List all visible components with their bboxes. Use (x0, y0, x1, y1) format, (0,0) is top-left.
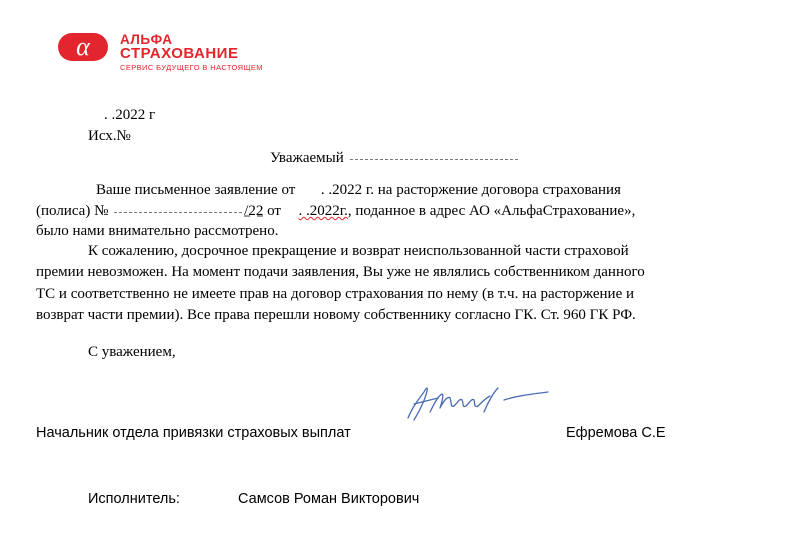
logo-line2: СТРАХОВАНИЕ (120, 45, 239, 62)
logo-tagline: СЕРВИС БУДУЩЕГО В НАСТОЯЩЕМ (120, 63, 263, 72)
signatory-position: Начальник отдела привязки страховых выплат (36, 425, 351, 441)
p1-application-date: . .2022г. (298, 203, 348, 219)
paragraph-1-line-1 (96, 181, 621, 199)
alfa-logo-icon (58, 33, 108, 61)
redacted-recipient-name (350, 158, 518, 160)
salutation-text: Уважаемый (270, 150, 344, 166)
company-logo (58, 33, 318, 73)
paragraph-2-line-2: премии невозможен. На момент подачи заявления, Вы уже не являлись собственником данного (36, 264, 645, 280)
svg-text:α: α (76, 33, 90, 61)
p1-policy-prefix: (полиса) № (36, 203, 109, 219)
p1-text-a: Ваше письменное заявление от (96, 182, 296, 198)
paragraph-2-line-4: возврат части премии). Все права перешли новому собственнику согласно ГК. Ст. 960 ГК РФ. (36, 307, 636, 323)
redacted-policy-number (114, 211, 242, 213)
handwritten-signature (400, 378, 550, 428)
signatory-name: Ефремова С.Е (566, 425, 666, 441)
paragraph-1-line-2 (36, 202, 635, 220)
executor-name: Самсов Роман Викторович (238, 491, 420, 507)
p1-text-b: . .2022 г. на расторжение договора страхования (320, 182, 621, 198)
p1-from: от (267, 203, 281, 219)
closing-phrase: С уважением, (88, 344, 176, 360)
letter-date: . .2022 г (104, 107, 156, 123)
executor-label: Исполнитель: (88, 491, 180, 507)
paragraph-1-line-3: было нами внимательно рассмотрено. (36, 223, 279, 239)
salutation (270, 149, 520, 167)
paragraph-2-line-1: К сожалению, досрочное прекращение и возврат неиспользованной части страховой (88, 243, 629, 259)
paragraph-2-line-3: ТС и соответственно не имеете прав на договор страхования по нему (в т.ч. на расторжение и (36, 286, 635, 302)
outgoing-ref-label: Исх.№ (88, 128, 131, 144)
p1-rest: , поданное в адрес АО «АльфаСтрахование», (347, 203, 636, 219)
p1-policy-suffix: /22 (244, 203, 264, 219)
logo-line1: АЛЬФА (120, 32, 173, 47)
